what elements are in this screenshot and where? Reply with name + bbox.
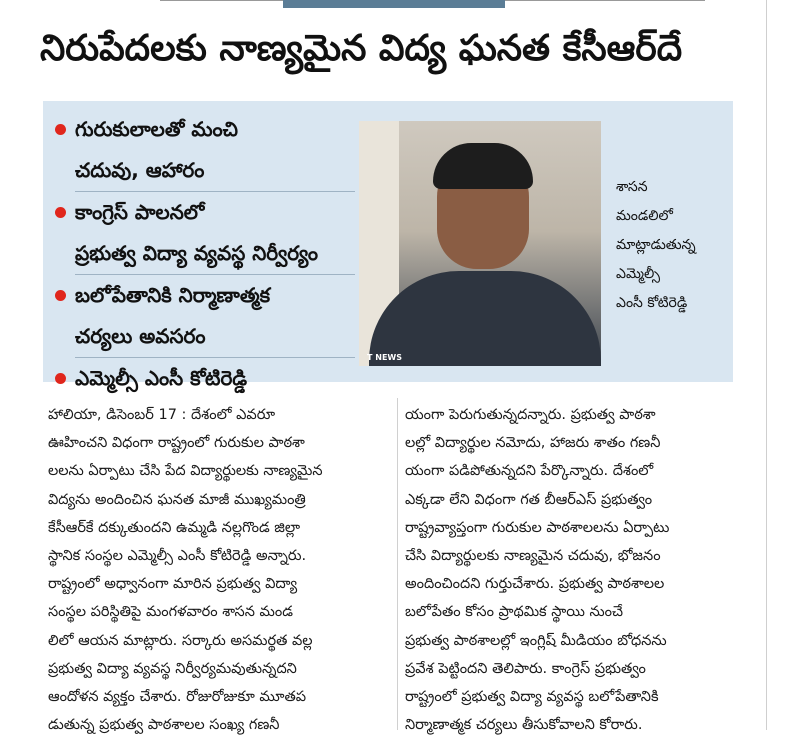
article-column-1: [48, 401, 393, 739]
bullet-item: [55, 275, 355, 357]
article-line: యంగా పడిపోతున్నదని పేర్కొన్నారు. దేశంలో: [405, 463, 654, 480]
speaker-photo: [359, 121, 601, 366]
article-line: స్థానిక సంస్థల ఎమ్మెల్సీ ఎంసీ కోటిరెడ్డి అన్నారు.: [48, 548, 307, 565]
photo-caption: [616, 173, 726, 318]
channel-logo: T NEWS: [367, 353, 402, 362]
top-color-bar: [283, 0, 505, 8]
article-line: బలోపేతం కోసం ప్రాథమిక స్థాయి నుంచే: [405, 604, 624, 621]
article-line: విద్యను అందించిన ఘనత మాజీ ముఖ్యమంత్రి: [48, 491, 306, 508]
highlights-box: [43, 101, 733, 390]
column-divider: [397, 398, 398, 730]
bullet-line: ప్రభుత్వ విద్యా వ్యవస్థ నిర్వీర్యం: [75, 241, 319, 265]
article-line: డుతున్న ప్రభుత్వ పాఠశాలల సంఖ్య గణనీ: [48, 717, 280, 734]
bullet-line: చదువు, ఆహారం: [75, 158, 205, 182]
article-column-2: [405, 401, 750, 739]
article-line: చేసి విద్యార్థులకు నాణ్యమైన చదువు, భోజనం: [405, 548, 661, 565]
bullet-line: చర్యలు అవసరం: [75, 324, 206, 348]
caption-line: మండలిలో: [616, 208, 673, 224]
article-line: ప్రవేశ పెట్టిందని తెలిపారు. కాంగ్రెస్ ప్రభుత్వం: [405, 660, 646, 677]
article-line: అందించిందని గుర్తుచేశారు. ప్రభుత్వ పాఠశాలల: [405, 576, 665, 593]
bullet-item: [55, 358, 355, 399]
article-line: కేసీఆర్‌కే దక్కుతుందని ఉమ్మడి నల్లగొండ జిల్లా: [48, 519, 301, 536]
article-line: ఎక్కడా లేని విధంగా గత బీఆర్‌ఎస్ ప్రభుత్వం: [405, 491, 653, 508]
article-line: ప్రభుత్వ పాఠశాలల్లో ఇంగ్లిష్ మీడియం బోధనను: [405, 632, 667, 649]
article-line: లిలో ఆయన మాట్లారు. సర్కారు అసమర్థత వల్ల: [48, 632, 313, 649]
bullet-dot-icon: [55, 207, 66, 218]
article-line: లలను ఏర్పాటు చేసి పేద విద్యార్థులకు నాణ్యమైన: [48, 463, 323, 480]
article-line: లల్లో విద్యార్థుల నమోదు, హాజరు శాతం గణనీ: [405, 435, 661, 452]
bullet-dot-icon: [55, 373, 66, 384]
article-line: రాష్ట్రంలో ప్రభుత్వ విద్యా వ్యవస్థ బలోపేతానికి: [405, 689, 659, 706]
article-line: సంస్థల పరిస్థితిపై మంగళవారం శాసన మండ: [48, 604, 293, 621]
bullet-line: బలోపేతానికి నిర్మాణాత్మక: [75, 283, 271, 307]
article-line: ప్రభుత్వ విద్యా వ్యవస్థ నిర్వీర్యమవుతున్నదని: [48, 660, 297, 677]
article-line: హాలియా, డిసెంబర్ 17 : దేశంలో ఎవరూ: [48, 407, 276, 423]
article-line: ఆందోళన వ్యక్తం చేశారు. రోజురోజుకూ మూతప: [48, 689, 307, 706]
bullet-dot-icon: [55, 290, 66, 301]
bullet-item: [55, 192, 355, 274]
bullet-dot-icon: [55, 124, 66, 135]
caption-line: ఎంసీ కోటిరెడ్డి: [616, 295, 688, 311]
caption-line: మాట్లాడుతున్న: [616, 237, 696, 253]
bullet-line: కాంగ్రెస్ పాలనలో: [75, 200, 205, 224]
article-line: యంగా పెరుగుతున్నదన్నారు. ప్రభుత్వ పాఠశా: [405, 407, 656, 423]
article-line: రాష్ట్రంలో అధ్వానంగా మారిన ప్రభుత్వ విద్యా: [48, 576, 298, 593]
article-line: ఊహించని విధంగా రాష్ట్రంలో గురుకుల పాఠశా: [48, 435, 305, 452]
headline: నిరుపేదలకు నాణ్యమైన విద్య ఘనత కేసీఆర్‌దే: [40, 28, 683, 69]
bullet-item: [55, 109, 355, 191]
bullet-list: [55, 109, 355, 399]
column-edge-rule: [766, 0, 767, 730]
article-line: నిర్మాణాత్మక చర్యలు తీసుకోవాలని కోరారు.: [405, 717, 643, 734]
caption-line: శాసన: [616, 179, 648, 195]
article-line: రాష్ట్రవ్యాప్తంగా గురుకుల పాఠశాలలను ఏర్పాటు: [405, 519, 670, 536]
caption-line: ఎమ్మెల్సీ: [616, 266, 661, 282]
bullet-line: ఎమ్మెల్సీ ఎంసీ కోటిరెడ్డి: [75, 366, 248, 390]
bullet-line: గురుకులాలతో మంచి: [75, 117, 238, 141]
